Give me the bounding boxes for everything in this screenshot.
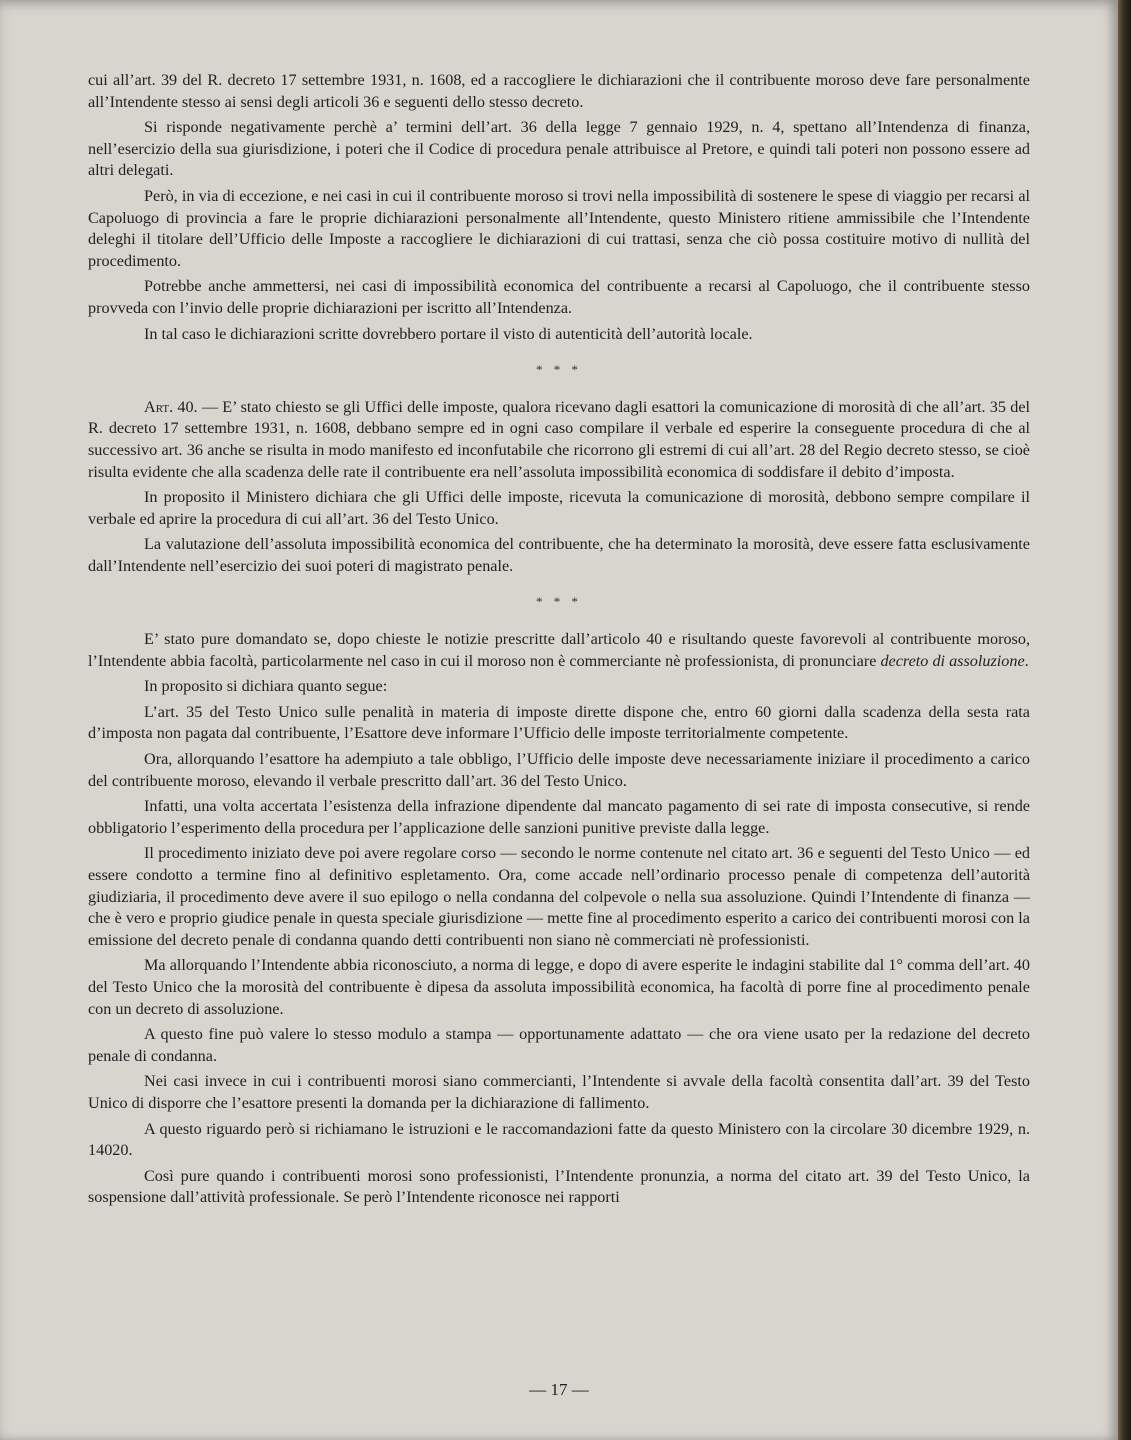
article-paragraph	[88, 397, 1030, 483]
question-text: E’ stato pure domandato se, dopo chieste le notizie prescritte dall’articolo 40 e risultando queste favorevoli al contribuente moroso, l’Intendente abbia facoltà, particolarmente nel caso in cui il moroso non è commerciante nè professionista, di pronunciare	[88, 630, 1030, 670]
paragraph: Però, in via di eccezione, e nei casi in cui il contribuente moroso si trovi nella impossibilità di sostenere le spese di viaggio per recarsi al Capoluogo di provincia a fare le proprie dichiarazioni personalmente all’Intendente, questo Ministero ritiene ammissibile che l’Intendente deleghi il titolare dell’Ufficio delle Imposte a raccogliere le dichiarazioni di cui trattasi, senza che ciò possa costituire motivo di nullità del procedimento.	[88, 186, 1030, 270]
book-spine-edge	[1118, 0, 1131, 1440]
paragraph: Così pure quando i contribuenti morosi sono professionisti, l’Intendente pronunzia, a norma del citato art. 39 del Testo Unico, la sospensione dall’attività professionale. Se però l’Intendente riconosce nei rapporti	[88, 1166, 1030, 1207]
article-text: — E’ stato chiesto se gli Uffici delle imposte, qualora ricevano dagli esattori la comunicazione di morosità di che all’art. 35 del R. decreto 17 settembre 1931, n. 1608, debbano sempre ed in ogni caso compilare il verbale ed esperire la conseguente procedura di che al successivo art. 36 anche se risulta in modo manifesto ed inconfutabile che ricorrono gli estremi di cui all’art. 28 del Regio decreto stesso, se cioè risulta evidente che alla scadenza delle rate il contribuente era nell’assoluta impossibilità economica di soddisfare il debito d’imposta.	[88, 397, 1031, 481]
question-paragraph	[88, 629, 1030, 672]
page-body	[88, 70, 1030, 1213]
section-separator: * * *	[536, 362, 582, 378]
paragraph: Potrebbe anche ammettersi, nei casi di impossibilità economica del contribuente a recarsi al Capoluogo, che il contribuente stesso provveda con l’invio delle proprie dichiarazioni per iscritto all’Intendenza.	[88, 277, 1030, 317]
paragraph: La valutazione dell’assoluta impossibilità economica del contribuente, che ha determinato la morosità, deve essere fatta esclusivamente dall’Intendente nell’esercizio dei suoi poteri di magistrato penale.	[88, 535, 1030, 575]
paragraph: cui all’art. 39 del R. decreto 17 settembre 1931, n. 1608, ed a raccogliere le dichiarazioni che il contribuente moroso deve fare personalmente all’Intendente stesso ai sensi degli articoli 36 e seguenti dello stesso decreto.	[88, 71, 1030, 111]
paragraph: L’art. 35 del Testo Unico sulle penalità in materia di imposte dirette dispone che, entro 60 giorni dalla scadenza della sesta rata d’imposta non pagata dal contribuente, l’Esattore deve informare l’Ufficio delle imposte territorialmente competente.	[88, 702, 1030, 743]
paragraph: In proposito si dichiara quanto segue:	[144, 677, 388, 696]
page-number: — 17 —	[529, 1380, 589, 1399]
paragraph: Ma allorquando l’Intendente abbia riconosciuto, a norma di legge, e dopo di avere esperite le indagini stabilite dal 1° comma dell’art. 40 del Testo Unico che la morosità del contribuente è dipesa da assoluta impossibilità economica, ha facoltà di porre fine al procedimento penale con un decreto di assoluzione.	[88, 956, 1030, 1018]
paragraph: Nei casi invece in cui i contribuenti morosi siano commercianti, l’Intendente si avvale della facoltà consentita dall’art. 39 del Testo Unico di disporre che l’esattore presenti la domanda per la dichiarazione di fallimento.	[88, 1072, 1030, 1112]
paragraph: A questo fine può valere lo stesso modulo a stampa — opportunamente adattato — che ora viene usato per la redazione del decreto penale di condanna.	[88, 1025, 1030, 1065]
paragraph: In proposito il Ministero dichiara che gli Uffici delle imposte, ricevuta la comunicazione di morosità, debbono sempre compilare il verbale ed aprire la procedura di cui all’art. 36 del Testo Unico.	[88, 488, 1030, 528]
question-italic-term: decreto di assoluzione	[880, 651, 1025, 670]
paragraph: A questo riguardo però si richiamano le istruzioni e le raccomandazioni fatte da questo Ministero con la circolare 30 dicembre 1929, n. 14020.	[88, 1119, 1030, 1160]
paragraph: Il procedimento iniziato deve poi avere regolare corso — secondo le norme contenute nel citato art. 36 e seguenti del Testo Unico — ed essere condotto a termine fino al definitivo espletamento. Ora, come accade nell’ordinario processo penale di competenza dell’autorità giudiziaria, il procedimento deve avere il suo epilogo o nella condanna del colpevole o nella sua assoluzione. Quindi l’Intendente di finanza — che è vero e proprio giudice penale in questa speciale giurisdizione — mette fine al procedimento esperito a carico dei contribuenti morosi con la emissione del decreto penale di condanna quando detti contribuenti non siano nè commerciati nè professionisti.	[88, 844, 1030, 949]
article-label: Art. 40.	[144, 397, 198, 416]
paragraph: Ora, allorquando l’esattore ha adempiuto a tale obbligo, l’Ufficio delle imposte deve necessariamente iniziare il procedimento a carico del contribuente moroso, elevando il verbale prescritto dall’art. 36 del Testo Unico.	[88, 750, 1030, 790]
paragraph: Si risponde negativamente perchè a’ termini dell’art. 36 della legge 7 gennaio 1929, n. 4, spettano all’Intendenza di finanza, nell’esercizio della sua giurisdizione, i poteri che il Codice di procedura penale attribuisce al Pretore, e quindi tali poteri non possono essere ad altri delegati.	[88, 118, 1030, 180]
section-separator: * * *	[536, 594, 582, 610]
question-end: .	[1024, 651, 1029, 670]
paragraph: In tal caso le dichiarazioni scritte dovrebbero portare il visto di autenticità dell’autorità locale.	[144, 324, 753, 343]
paragraph: Infatti, una volta accertata l’esistenza della infrazione dipendente dal mancato pagamento di sei rate di imposta consecutive, si rende obbligatorio l’esperimento della procedura per l’applicazione delle sanzioni punitive previste dalla legge.	[88, 797, 1030, 837]
